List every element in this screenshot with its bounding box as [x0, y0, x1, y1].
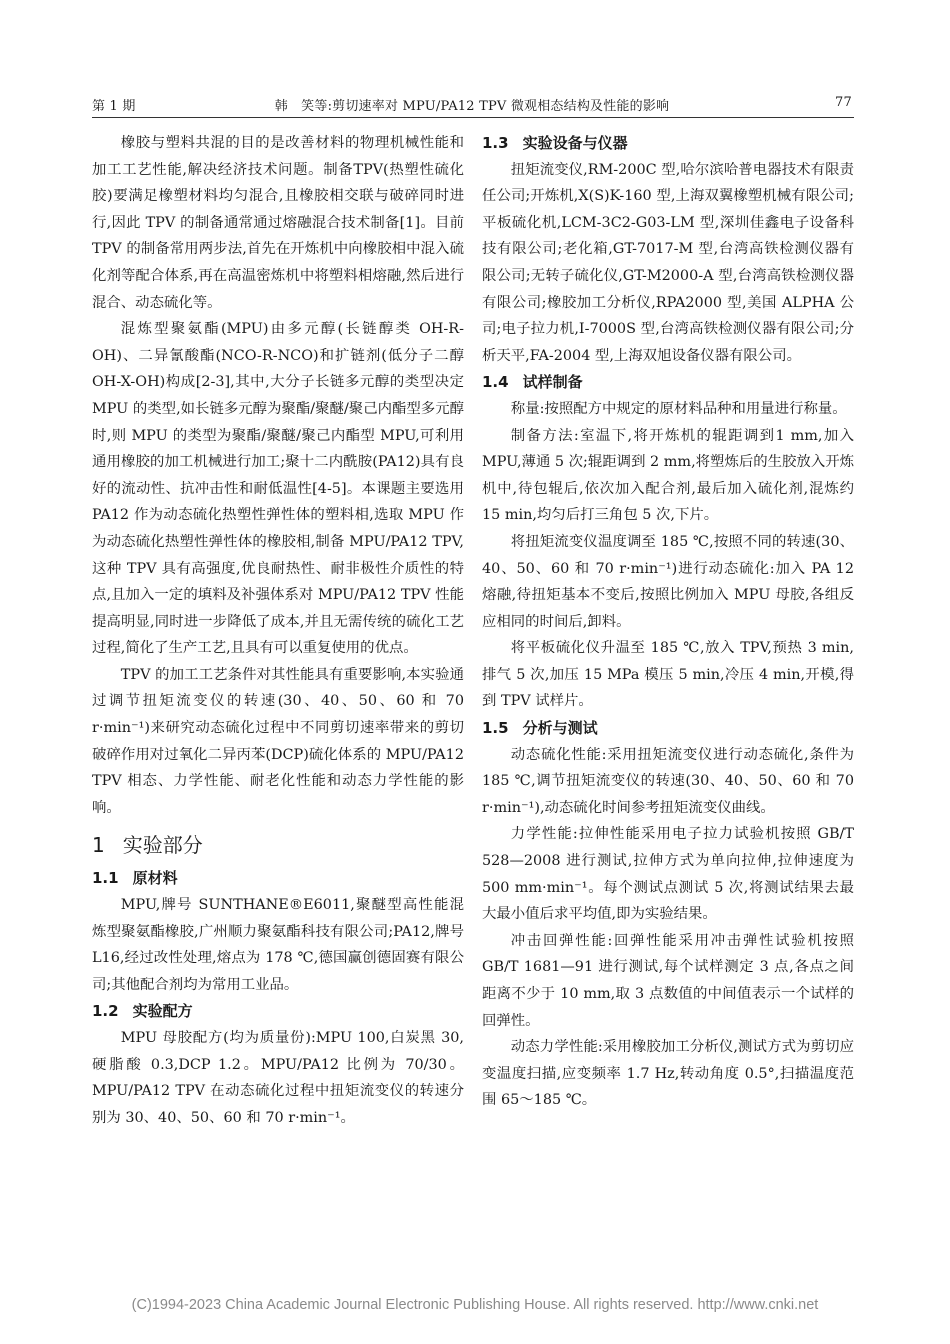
section-1-title: 实验部分: [122, 833, 203, 858]
equipment-paragraph: 扭矩流变仪,RM-200C 型,哈尔滨哈普电器技术有限责任公司;开炼机,X(S)K-160 型,上海双翼橡塑机械有限公司;平板硫化机,LCM-3C2-G03-LM 型,深圳佳鑫电子设备科技有限公司;老化箱,GT-7017-M 型,台湾高铁检测仪器有限公司;无转子硫化仪,GT-M2000-A 型,台湾高铁检测仪器有限公司;橡胶加工分析仪,RPA2000 型,美国 ALPHA 公司;电子拉力机,I-7000S 型,台湾高铁检测仪器有限公司;分析天平,FA-2004 型,上海双旭设备仪器有限公司。: [482, 161, 854, 364]
section-1-heading: [92, 825, 464, 865]
materials-paragraph: MPU,牌号 SUNTHANE®E6011,聚醚型高性能混炼型聚氨酯橡胶,广州顺力聚氨酯科技有限公司;PA12,牌号 L16,经过改性处理,熔点为 178 ℃,德国赢创德固赛有限公司;其他配合剂均为常用工业品。: [92, 897, 464, 993]
dynamic-mechanical-test-paragraph: 动态力学性能:采用橡胶加工分析仪,测试方式为剪切应变温度扫描,应变频率 1.7 Hz,转动角度 0.5°,扫描温度范围 65～185 ℃。: [482, 1039, 854, 1109]
copyright-footer: (C)1994-2023 China Academic Journal Electronic Publishing House. All rights reserved. http://www.cnki.net: [131, 1297, 819, 1313]
intro-paragraph-3: TPV 的加工工艺条件对其性能具有重要影响,本实验通过调节扭矩流变仪的转速(30、40、50、60 和 70 r·min⁻¹)来研究动态硫化过程中不同剪切速率带来的剪切破碎作用对过氧化二异丙苯(DCP)硫化体系的 MPU/PA12 TPV 相态、力学性能、耐老化性能和动态力学性能的影响。: [92, 666, 464, 816]
section-1-4-number: 1.4: [482, 373, 509, 392]
article-running-title: 韩 笑等:剪切速率对 MPU/PA12 TPV 微观相态结构及性能的影响: [274, 99, 670, 114]
vulcanization-test-paragraph: 动态硫化性能:采用扭矩流变仪进行动态硫化,条件为 185 ℃,调节扭矩流变仪的转速(30、40、50、60 和 70 r·min⁻¹),动态硫化时间参考扭矩流变仪曲线。: [482, 746, 854, 816]
header-rule: [92, 117, 854, 118]
section-1-5-heading: [482, 715, 854, 742]
dynamic-vulcanization-paragraph: 将扭矩流变仪温度调至 185 ℃,按照不同的转速(30、40、50、60 和 70 r·min⁻¹)进行动态硫化:加入 PA 12 熔融,待扭矩基本不变后,按照比例加入 MPU 母胶,各组反应相同的时间后,卸料。: [482, 533, 854, 630]
right-column: [482, 130, 854, 1114]
section-1-2-title: 实验配方: [132, 1002, 193, 1021]
section-1-1-title: 原材料: [132, 869, 178, 888]
section-1-5-number: 1.5: [482, 719, 509, 738]
left-column: [92, 130, 464, 1131]
section-1-3-heading: [482, 130, 854, 157]
section-1-4-title: 试样制备: [522, 373, 583, 392]
formulation-paragraph: MPU 母胶配方(均为质量份):MPU 100,白炭黑 30,硬脂酸 0.3,DCP 1.2。MPU/PA12 比例为 70/30。MPU/PA12 TPV 在动态硫化过程中扭矩流变仪的转速分别为 30、40、50、60 和 70 r·min⁻¹。: [92, 1030, 464, 1126]
section-1-1-number: 1.1: [92, 869, 119, 888]
section-1-3-title: 实验设备与仪器: [522, 134, 628, 152]
section-1-4-heading: [482, 369, 854, 396]
intro-paragraph-2: 混炼型聚氨酯(MPU)由多元醇(长链醇类 OH-R-OH)、二异氰酸酯(NCO-R-NCO)和扩链剂(低分子二醇 OH-X-OH)构成[2-3],其中,大分子长链多元醇的类型决定 MPU 的类型,如长链多元醇为聚酯/聚醚/聚己内酯型多元醇时,则 MPU 的类型为聚酯/聚醚/聚己内酯型 MPU,可利用通用橡胶的加工机械进行加工;聚十二内酰胺(PA12)具有良好的流动性、抗冲击性和耐低温性[4-5]。本课题主要选用 PA12 作为动态硫化热塑性弹性体的塑料相,选取 MPU 作为动态硫化热塑性弹性体的橡胶相,制备 MPU/PA12 TPV,这种 TPV 具有高强度,优良耐热性、耐非极性介质性的特点,且加入一定的填料及补强体系对 MPU/PA12 TPV 性能提高明显,同时进一步降低了成本,并且无需传统的硫化工艺过程,简化了生产工艺,且具有可以重复使用的优点。: [92, 321, 464, 657]
weighing-paragraph: 称量:按照配方中规定的原材料品种和用量进行称量。: [510, 400, 847, 417]
molding-paragraph: 将平板硫化仪升温至 185 ℃,放入 TPV,预热 3 min,排气 5 次,加压 15 MPa 模压 5 min,冷压 4 min,开模,得到 TPV 试样片。: [482, 640, 854, 710]
section-1-number: 1: [92, 833, 105, 858]
section-1-3-number: 1.3: [482, 134, 509, 152]
section-1-5-title: 分析与测试: [522, 719, 598, 738]
section-1-2-heading: [92, 998, 464, 1025]
mechanical-test-paragraph: 力学性能:拉伸性能采用电子拉力试验机按照 GB/T 528—2008 进行测试,拉伸方式为单向拉伸,拉伸速度为 500 mm·min⁻¹。每个测试点测试 5 次,将测试结果去最大最小值后求平均值,即为实验结果。: [482, 826, 854, 923]
section-1-1-heading: [92, 865, 464, 892]
preparation-paragraph: 制备方法:室温下,将开炼机的辊距调到1 mm,加入 MPU,薄通 5 次;辊距调到 2 mm,将塑炼后的生胶放入开炼机中,待包辊后,依次加入配合剂,最后加入硫化剂,混炼约 15 min,均匀后打三角包 5 次,下片。: [482, 427, 854, 524]
rebound-test-paragraph: 冲击回弹性能:回弹性能采用冲击弹性试验机按照 GB/T 1681—91 进行测试,每个试样测定 3 点,各点之间距离不少于 10 mm,取 3 点数值的中间值表示一个试样的回弹性。: [482, 932, 854, 1029]
issue-number: 第 1 期: [92, 99, 136, 114]
intro-paragraph-1: 橡胶与塑料共混的目的是改善材料的物理机械性能和加工工艺性能,解决经济技术问题。制备TPV(热塑性硫化胶)要满足橡塑材料均匀混合,且橡胶相交联与破碎同时进行,因此 TPV 的制备通常通过熔融混合技术制备[1]。目前 TPV 的制备常用两步法,首先在开炼机中向橡胶相中混入硫化剂等配合体系,再在高温密炼机中将塑料相熔融,然后进行混合、动态硫化等。: [92, 135, 464, 311]
page-number: 77: [835, 95, 852, 110]
running-header: [92, 95, 852, 117]
section-1-2-number: 1.2: [92, 1002, 119, 1021]
